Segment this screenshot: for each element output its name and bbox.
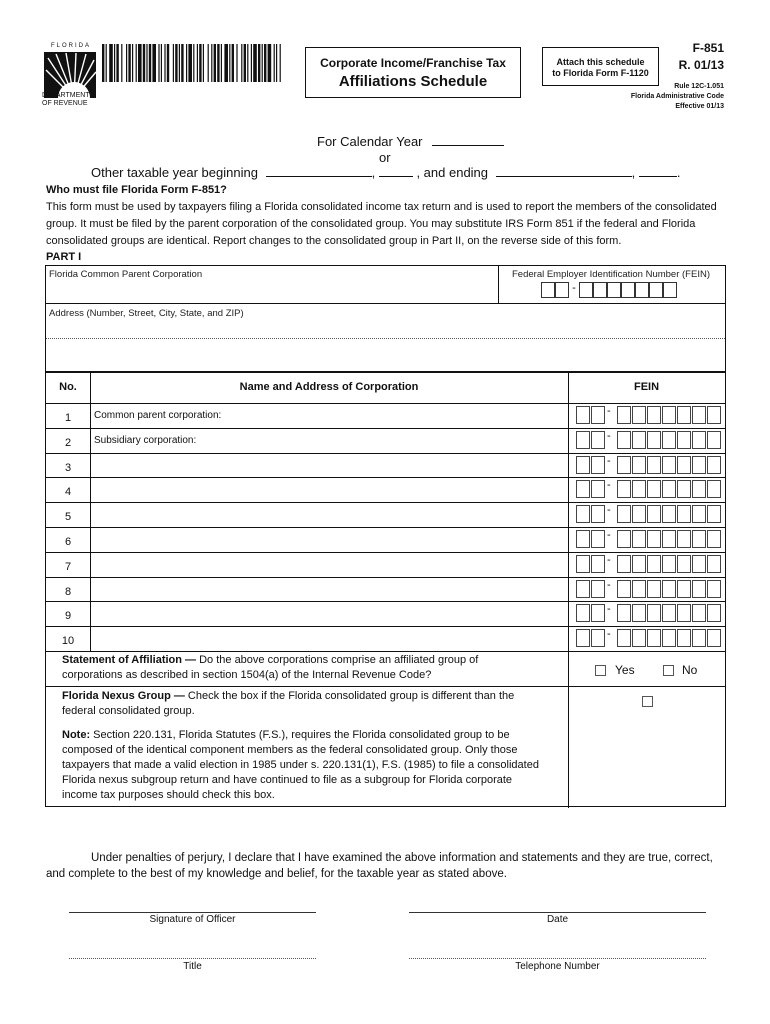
barcode	[102, 44, 282, 82]
fein-digit-box[interactable]	[632, 456, 646, 474]
fein-digit-box[interactable]	[576, 555, 590, 573]
fein-digit-box[interactable]	[707, 480, 721, 498]
barcode-bar	[224, 44, 228, 82]
fein-digit-box[interactable]	[692, 431, 706, 449]
fein-digit-box[interactable]	[707, 580, 721, 598]
barcode-bar	[164, 44, 165, 82]
fein-digit-box[interactable]	[617, 456, 631, 474]
parent-corporation-field[interactable]	[49, 280, 489, 300]
fein-digit[interactable]	[635, 282, 649, 298]
fein-digit-box[interactable]	[576, 406, 590, 424]
fein-digit-box[interactable]	[647, 431, 661, 449]
title-line[interactable]	[69, 958, 316, 959]
barcode-bar	[214, 44, 216, 82]
fein-digit-box[interactable]	[576, 505, 590, 523]
barcode-bar	[121, 44, 122, 82]
fein-digit-box[interactable]	[692, 480, 706, 498]
fein-digit-box[interactable]	[677, 629, 691, 647]
date-label: Date	[546, 914, 569, 925]
fein-digit-box[interactable]	[617, 580, 631, 598]
fein-dash: -	[607, 429, 611, 442]
affiliation-yes-label: Yes	[615, 663, 635, 677]
row-number: 9	[64, 610, 72, 623]
address-field-line2[interactable]	[49, 344, 719, 368]
form-number: F-851 R. 01/13	[678, 41, 724, 72]
affiliation-no-label: No	[682, 663, 698, 677]
fein-digit-box[interactable]	[632, 505, 646, 523]
signature-label: Signature of Officer	[149, 914, 236, 925]
row-number: 4	[64, 486, 72, 499]
form-title-line1: Corporate Income/Franchise Tax	[320, 56, 506, 70]
fein-digit-box[interactable]	[677, 505, 691, 523]
address-field-line1[interactable]	[49, 320, 719, 336]
barcode-bar	[236, 44, 237, 82]
fein-digit-box[interactable]	[576, 629, 590, 647]
fein-digit-box[interactable]	[677, 604, 691, 622]
fein-digit-box[interactable]	[662, 456, 676, 474]
fein-digit-box[interactable]	[677, 530, 691, 548]
corporation-name-field[interactable]	[94, 534, 564, 550]
fein-digit-box[interactable]	[591, 406, 605, 424]
fein-digit[interactable]	[579, 282, 593, 298]
fein-digit-box[interactable]	[591, 431, 605, 449]
fein-digit-box[interactable]	[677, 580, 691, 598]
parent-corporation-label: Florida Common Parent Corporation	[49, 269, 203, 280]
barcode-bar	[181, 44, 183, 82]
barcode-bar	[232, 44, 234, 82]
barcode-bar	[253, 44, 257, 82]
fein-digit-box[interactable]	[617, 505, 631, 523]
fein-digit-box[interactable]	[647, 629, 661, 647]
fein-digit-box[interactable]	[576, 580, 590, 598]
end-date-field[interactable]	[496, 166, 632, 177]
fein-digit-box[interactable]	[707, 530, 721, 548]
fein-digit-box[interactable]	[591, 530, 605, 548]
part1-parent-box	[45, 265, 726, 372]
fein-digit-box[interactable]	[647, 456, 661, 474]
fein-dash: -	[607, 603, 611, 616]
fein-dash: -	[607, 479, 611, 492]
barcode-bar	[188, 44, 192, 82]
barcode-bar	[136, 44, 137, 82]
fein-digit-box[interactable]	[647, 604, 661, 622]
row-number: 5	[64, 511, 72, 524]
fein-digit[interactable]	[555, 282, 569, 298]
parent-fein-field[interactable]: -	[541, 282, 677, 301]
fein-digit-box[interactable]	[692, 505, 706, 523]
fein-digit-box[interactable]	[662, 480, 676, 498]
fein-digit-box[interactable]	[617, 431, 631, 449]
barcode-bar	[244, 44, 246, 82]
barcode-bar	[208, 44, 209, 82]
title-label: Title	[183, 961, 202, 972]
nexus-group-checkbox[interactable]	[642, 696, 653, 707]
fein-digit-box[interactable]	[692, 629, 706, 647]
corporation-name-field[interactable]	[94, 559, 564, 575]
fein-dash: -	[607, 628, 611, 641]
fein-dash: -	[607, 578, 611, 591]
fein-digit-box[interactable]	[677, 456, 691, 474]
fein-digit-box[interactable]	[591, 555, 605, 573]
fein-digit-box[interactable]	[576, 530, 590, 548]
barcode-bar	[109, 44, 113, 82]
fein-digit-box[interactable]	[591, 456, 605, 474]
rule-reference: Rule 12C-1.051 Florida Administrative Code Effective 01/13	[630, 83, 724, 110]
fein-digit-box[interactable]	[617, 604, 631, 622]
begin-year-field[interactable]	[379, 166, 413, 177]
barcode-bar	[199, 44, 201, 82]
fein-digit-box[interactable]	[647, 530, 661, 548]
barcode-bar	[193, 44, 194, 82]
signature-line[interactable]	[69, 912, 316, 913]
corporation-name-field[interactable]	[94, 509, 564, 525]
fein-digit-box[interactable]	[692, 555, 706, 573]
fein-digit-box[interactable]	[662, 431, 676, 449]
fein-digit-box[interactable]	[617, 480, 631, 498]
corporations-table	[45, 372, 726, 807]
fein-digit-box[interactable]	[692, 604, 706, 622]
barcode-bar	[251, 44, 252, 82]
part1-heading: PART I	[46, 251, 82, 263]
fein-digit-box[interactable]	[617, 555, 631, 573]
calendar-year-field[interactable]	[432, 135, 504, 146]
barcode-bar	[138, 44, 142, 82]
barcode-bar	[106, 44, 107, 82]
barcode-bar	[221, 44, 222, 82]
fein-digit-box[interactable]	[632, 530, 646, 548]
fein-digit-box[interactable]	[632, 431, 646, 449]
fein-digit-box[interactable]	[632, 406, 646, 424]
fein-digit-box[interactable]	[707, 456, 721, 474]
barcode-bar	[274, 44, 275, 82]
fein-digit-box[interactable]	[677, 406, 691, 424]
barcode-bar	[186, 44, 187, 82]
barcode-bar	[241, 44, 242, 82]
fein-digit-box[interactable]	[692, 456, 706, 474]
affiliation-yes-checkbox[interactable]	[595, 665, 606, 676]
fein-digit-box[interactable]	[576, 456, 590, 474]
barcode-bar	[146, 44, 147, 82]
fein-digit-box[interactable]	[692, 406, 706, 424]
barcode-bar	[280, 44, 281, 82]
florida-nexus-group: Florida Nexus Group — Check the box if the Florida consolidated group is different than the federal consolidated group.	[62, 690, 515, 717]
fein-digit-box[interactable]	[591, 580, 605, 598]
fein-digit-box[interactable]	[617, 406, 631, 424]
barcode-bar	[211, 44, 212, 82]
fein-digit-box[interactable]	[647, 555, 661, 573]
barcode-bar	[167, 44, 169, 82]
fein-digit-box[interactable]	[662, 604, 676, 622]
fein-digit[interactable]	[621, 282, 635, 298]
corporation-name-field[interactable]: Common parent corporation:	[94, 410, 222, 421]
fein-digit-box[interactable]	[576, 431, 590, 449]
barcode-bar	[179, 44, 180, 82]
barcode-bar	[229, 44, 230, 82]
column-header-fein: FEIN	[633, 381, 660, 393]
barcode-bar	[203, 44, 204, 82]
barcode-bar	[175, 44, 177, 82]
fein-digit-box[interactable]	[617, 629, 631, 647]
fein-digit-box[interactable]	[707, 431, 721, 449]
telephone-label: Telephone Number	[515, 961, 600, 972]
fein-digit-box[interactable]	[662, 555, 676, 573]
column-header-name: Name and Address of Corporation	[239, 381, 419, 393]
barcode-bar	[173, 44, 174, 82]
row-number: 10	[61, 635, 75, 648]
barcode-bar	[161, 44, 162, 82]
corporation-name-field[interactable]	[94, 484, 564, 500]
perjury-declaration: Under penalties of perjury, I declare that I have examined the above information and statements and they are true, correct, and complete to the best of my knowledge and belief, for the taxable year as stated above.	[46, 852, 713, 880]
who-must-file-text: This form must be used by taxpayers filing a Florida consolidated income tax return and is used to report the members of the consolidated group. It must be filed by the parent corporation of the consolidated group. You may substitute IRS Form 851 if the federal and Florida consolidated groups are identical. Report changes to the consolidated group in Part II, on the reverse side of this form.	[46, 201, 717, 247]
fein-digit-box[interactable]	[707, 629, 721, 647]
address-label: Address (Number, Street, City, State, and ZIP)	[49, 308, 244, 319]
fein-digit[interactable]	[541, 282, 555, 298]
fein-dash: -	[607, 405, 611, 417]
end-year-field[interactable]	[639, 166, 677, 177]
date-line[interactable]	[409, 912, 706, 913]
fein-digit-box[interactable]	[617, 530, 631, 548]
fein-digit-box[interactable]	[677, 431, 691, 449]
fein-digit-box[interactable]	[576, 480, 590, 498]
fein-digit-box[interactable]	[662, 505, 676, 523]
barcode-bar	[158, 44, 159, 82]
fein-digit-box[interactable]	[591, 604, 605, 622]
fein-digit-box[interactable]	[591, 629, 605, 647]
form-title-line2: Affiliations Schedule	[338, 73, 488, 90]
barcode-bar	[197, 44, 198, 82]
logo-state-name: FLORIDA	[50, 43, 91, 49]
barcode-bar	[116, 44, 118, 82]
barcode-bar	[149, 44, 151, 82]
fein-digit-box[interactable]	[662, 406, 676, 424]
barcode-bar	[276, 44, 277, 82]
fein-label: Federal Employer Identification Number (FEIN)	[512, 269, 710, 280]
fein-digit-box[interactable]	[707, 555, 721, 573]
fein-digit-box[interactable]	[662, 629, 676, 647]
barcode-bar	[217, 44, 219, 82]
telephone-line[interactable]	[409, 958, 706, 959]
fein-digit-box[interactable]	[632, 555, 646, 573]
column-header-no: No.	[59, 381, 77, 393]
fein-digit-box[interactable]	[576, 604, 590, 622]
barcode-bar	[268, 44, 272, 82]
barcode-bar	[126, 44, 127, 82]
row-number: 6	[64, 536, 72, 548]
fein-dash: -	[607, 454, 611, 467]
fein-digit-box[interactable]	[662, 580, 676, 598]
fein-digit-box[interactable]	[662, 530, 676, 548]
fein-digit-box[interactable]	[632, 580, 646, 598]
fein-digit-box[interactable]	[677, 480, 691, 498]
barcode-bar	[152, 44, 156, 82]
nexus-note: Note: Section 220.131, Florida Statutes (F.S.), requires the Florida consolidated group to be composed of the identical component members as the federal consolidated group. Only those taxpayers that made a valid election in 1985 under s. 220.131(1), F.S. (1985) to file a consolidated Florida nexus subgroup return and have continued to file as a subgroup for Florida corporate income tax purposes should check this box.	[62, 729, 539, 801]
barcode-bar	[143, 44, 145, 82]
fein-digit-box[interactable]	[647, 505, 661, 523]
fein-digit-box[interactable]	[707, 505, 721, 523]
who-must-file-heading: Who must file Florida Form F-851?	[46, 184, 227, 196]
barcode-bar	[262, 44, 263, 82]
fein-digit-box[interactable]	[692, 580, 706, 598]
form-title-box	[305, 47, 521, 98]
fein-digit-box[interactable]	[647, 480, 661, 498]
barcode-bar	[102, 44, 104, 82]
fein-digit-box[interactable]	[677, 555, 691, 573]
row-number: 7	[64, 560, 72, 573]
fein-dash: -	[607, 553, 611, 566]
fein-digit-box[interactable]	[591, 480, 605, 498]
barcode-bar	[132, 44, 133, 82]
barcode-bar	[114, 44, 115, 82]
fein-digit-box[interactable]	[707, 604, 721, 622]
begin-date-field[interactable]	[266, 166, 372, 177]
corporation-name-field[interactable]	[94, 633, 564, 649]
fein-digit-box[interactable]	[647, 406, 661, 424]
fein-digit[interactable]	[593, 282, 607, 298]
attach-instruction-box: Attach this schedule to Florida Form F-1120	[542, 47, 659, 86]
barcode-bar	[247, 44, 248, 82]
fein-digit-box[interactable]	[707, 406, 721, 424]
affiliation-no-checkbox[interactable]	[663, 665, 674, 676]
fein-digit-box[interactable]	[632, 480, 646, 498]
row-number: 1	[64, 412, 72, 424]
fein-digit-box[interactable]	[591, 505, 605, 523]
logo-department: DEPARTMENT OF REVENUE	[42, 92, 90, 107]
fein-digit-box[interactable]	[632, 629, 646, 647]
other-taxable-year-row: Other taxable year beginning , , and ending , .	[91, 165, 681, 180]
or-label: or	[379, 150, 391, 165]
row-number: 2	[64, 436, 72, 449]
fein-digit-box[interactable]	[692, 530, 706, 548]
barcode-bar	[264, 44, 266, 82]
corporation-name-field[interactable]	[94, 608, 564, 624]
fein-digit[interactable]	[649, 282, 663, 298]
fein-digit-box[interactable]	[647, 580, 661, 598]
fein-dash: -	[607, 529, 611, 541]
calendar-year-row: For Calendar Year	[317, 134, 504, 149]
fein-digit-box[interactable]	[632, 604, 646, 622]
fein-dash: -	[607, 504, 611, 517]
fein-digit[interactable]	[663, 282, 677, 298]
corporation-name-field[interactable]	[94, 584, 564, 600]
row-number: 8	[64, 585, 72, 598]
barcode-bar	[258, 44, 260, 82]
statement-of-affiliation: Statement of Affiliation — Do the above corporations comprise an affiliated group of corporations as described in section 1504(a) of the Internal Revenue Code?	[62, 654, 479, 681]
row-number: 3	[64, 461, 72, 474]
barcode-bar	[128, 44, 130, 82]
fein-digit[interactable]	[607, 282, 621, 298]
corporation-name-field[interactable]: Subsidiary corporation:	[94, 434, 197, 446]
corporation-name-field[interactable]	[94, 460, 564, 476]
